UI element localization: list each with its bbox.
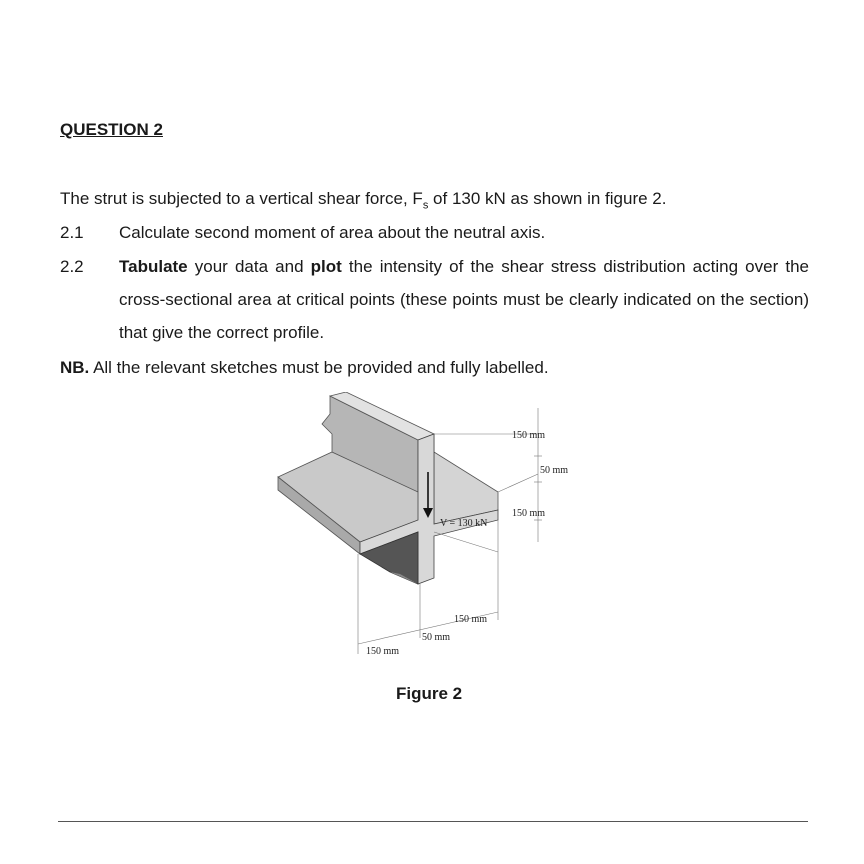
question-number-2-1: 2.1 <box>60 223 84 242</box>
strut-figure <box>260 392 600 672</box>
dim-label-top-150: 150 mm <box>512 430 546 441</box>
dim-label-right-50: 50 mm <box>540 465 569 476</box>
question-2-2-part2: the intensity of the shear stress distribution acting over the cross-sectional area at critical points (these points must be clearly indicated on the section) that give the correct profile. <box>119 257 809 342</box>
question-number-2-2: 2.2 <box>60 257 84 276</box>
emphasis-tabulate: Tabulate <box>119 257 188 276</box>
intro-text <box>60 189 666 211</box>
intro-subscript: s <box>422 199 429 212</box>
question-text-2-1: Calculate second moment of area about the neutral axis. <box>119 223 546 242</box>
right-flange <box>434 434 498 524</box>
note <box>60 358 549 378</box>
dim-label-bottom-50: 50 mm <box>422 632 451 643</box>
emphasis-plot: plot <box>310 257 342 276</box>
note-text: All the relevant sketches must be provided and fully labelled. <box>89 358 549 377</box>
intro-after: of 130 kN as shown in figure 2. <box>428 189 667 208</box>
dim-label-bottom-150-left: 150 mm <box>366 646 400 657</box>
dim-ext-section-right <box>434 532 498 552</box>
footer-divider <box>58 821 808 822</box>
shear-force-label: V = 130 kN <box>440 518 488 529</box>
question-heading: QUESTION 2 <box>60 120 163 139</box>
question-2-2-part1: your data and <box>187 257 311 276</box>
dim-ext-mid <box>498 474 538 492</box>
note-label: NB. <box>60 358 90 377</box>
dim-label-bottom-150-right: 150 mm <box>454 614 488 625</box>
figure-caption: Figure 2 <box>396 684 463 703</box>
dim-label-right-150: 150 mm <box>512 508 546 519</box>
intro-before: The strut is subjected to a vertical shear force, F <box>60 189 423 208</box>
question-text-2-2 <box>119 250 809 349</box>
